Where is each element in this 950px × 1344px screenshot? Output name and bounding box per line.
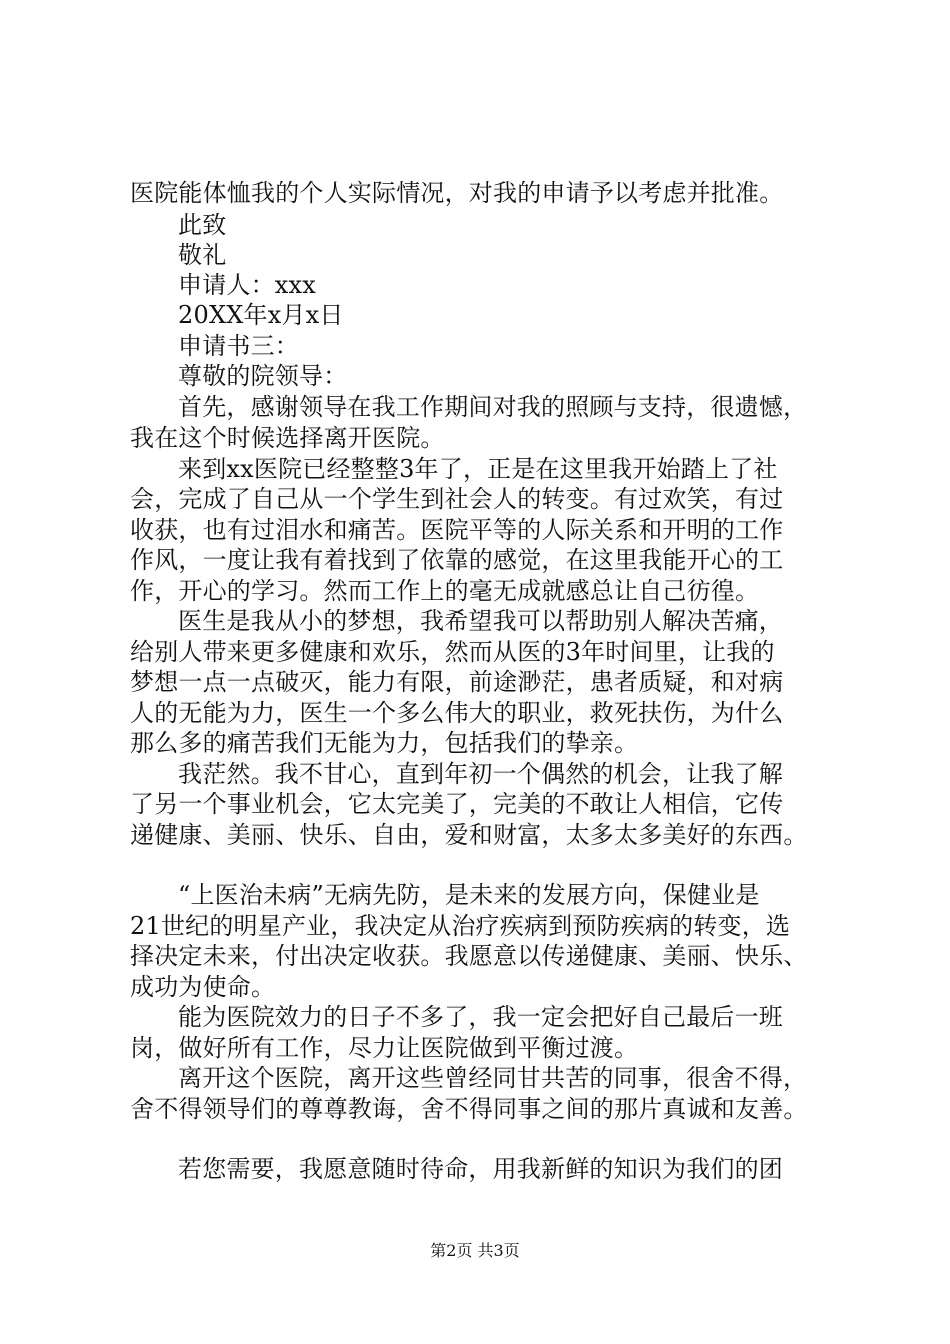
text-line: 会，完成了自己从一个学生到社会人的转变。有过欢笑，有过 (130, 485, 784, 513)
page-number: 第2页 共3页 (430, 1241, 520, 1260)
text-line: 择决定未来，付出决定收获。我愿意以传递健康、美丽、快乐、 (130, 942, 808, 970)
text-line: 首先，感谢领导在我工作期间对我的照顾与支持，很遗憾， (178, 393, 808, 421)
text-line: 了另一个事业机会，它太完美了，完美的不敢让人相信，它传 (130, 790, 784, 818)
text-line: 作风，一度让我有着找到了依靠的感觉，在这里我能开心的工 (130, 546, 784, 574)
text-line: 20XX年x月x日 (178, 301, 344, 329)
text-line: 我在这个时候选择离开医院。 (130, 424, 445, 452)
text-line: 岗，做好所有工作，尽力让医院做到平衡过渡。 (130, 1034, 639, 1062)
text-line: 敬礼 (178, 241, 227, 269)
text-line: 梦想一点一点破灭，能力有限，前途渺茫，患者质疑，和对病 (130, 668, 784, 696)
text-line: 舍不得领导们的尊尊教诲，舍不得同事之间的那片真诚和友善。 (130, 1095, 808, 1123)
text-line: 作，开心的学习。然而工作上的毫无成就感总让自己彷徨。 (130, 577, 760, 605)
text-line: 此致 (178, 211, 227, 239)
text-line: “上医治未病”无病先防，是未来的发展方向，保健业是 (178, 881, 760, 909)
text-line: 尊敬的院领导： (178, 362, 348, 390)
text-line: 申请人：xxx (178, 271, 317, 299)
text-line: 医院能体恤我的个人实际情况，对我的申请予以考虑并批准。 (130, 179, 784, 207)
text-line: 递健康、美丽、快乐、自由，爱和财富，太多太多美好的东西。 (130, 821, 808, 849)
text-line: 人的无能为力，医生一个多么伟大的职业，救死扶伤，为什么 (130, 699, 784, 727)
text-line: 那么多的痛苦我们无能为力，包括我们的挚亲。 (130, 729, 639, 757)
text-line: 申请书三： (178, 332, 299, 360)
text-line: 若您需要，我愿意随时待命，用我新鲜的知识为我们的团 (178, 1155, 783, 1183)
text-line: 离开这个医院，离开这些曾经同甘共苦的同事，很舍不得， (178, 1064, 808, 1092)
text-line: 给别人带来更多健康和欢乐，然而从医的3年时间里，让我的 (130, 638, 775, 666)
text-line: 成功为使命。 (130, 973, 276, 1001)
text-line: 我茫然。我不甘心，直到年初一个偶然的机会，让我了解 (178, 760, 783, 788)
text-line: 收获，也有过泪水和痛苦。医院平等的人际关系和开明的工作 (130, 516, 784, 544)
text-line: 来到xx医院已经整整3年了，正是在这里我开始踏上了社 (178, 455, 778, 483)
text-line: 医生是我从小的梦想，我希望我可以帮助别人解决苦痛， (178, 607, 783, 635)
text-line: 21世纪的明星产业，我决定从治疗疾病到预防疾病的转变，选 (130, 912, 791, 940)
text-line: 能为医院效力的日子不多了，我一定会把好自己最后一班 (178, 1003, 783, 1031)
